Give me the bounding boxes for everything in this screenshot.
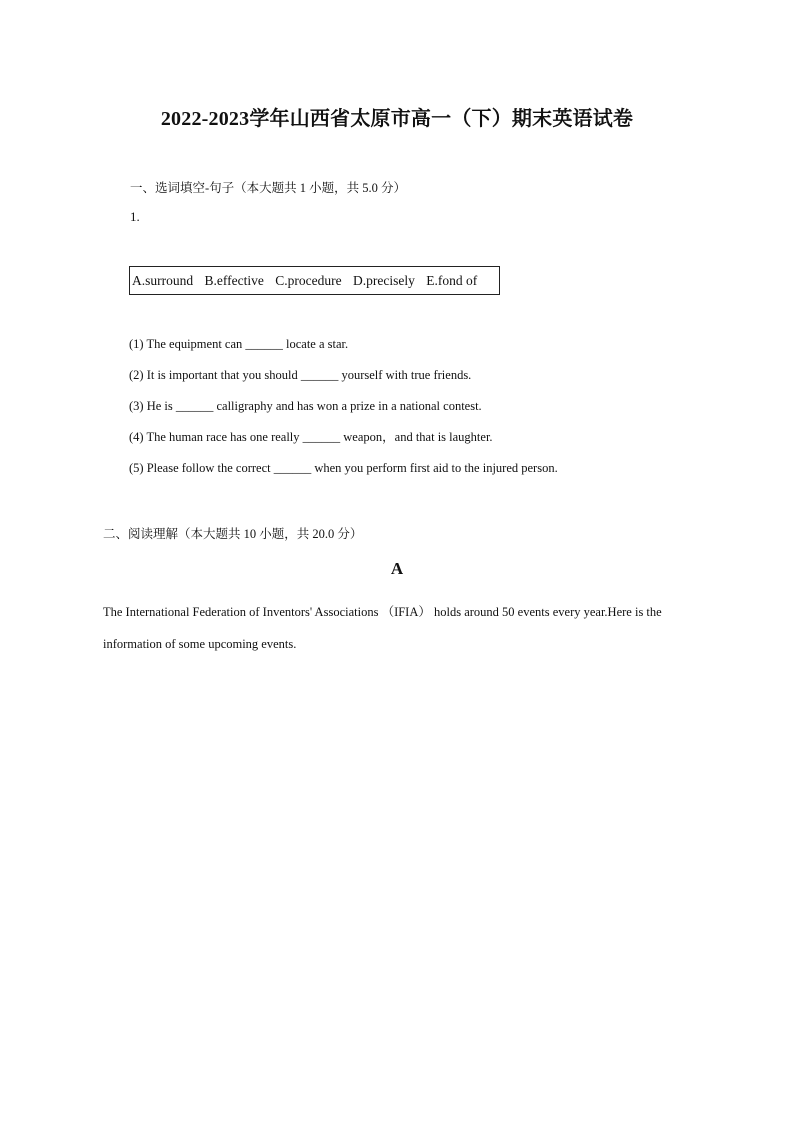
passage-text: The International Federation of Inventors' Associations （IFIA） holds around 50 events every year.Here is the information of some upcoming events. bbox=[103, 605, 662, 651]
word-option-b: B.effective bbox=[204, 273, 264, 288]
passage-label: A bbox=[390, 559, 404, 578]
section-1-heading: 一、选词填空-句子（本大题共 1 小题，共 5.0 分） bbox=[130, 181, 407, 195]
sentence-list bbox=[129, 336, 558, 491]
sentence-item: (3) He is ______ calligraphy and has won a prize in a national contest. bbox=[129, 399, 482, 413]
exam-title: 2022-2023学年山西省太原市高一（下）期末英语试卷 bbox=[160, 108, 634, 130]
question-number: 1. bbox=[130, 209, 140, 224]
word-option-d: D.precisely bbox=[352, 273, 415, 288]
section-2-heading: 二、阅读理解（本大题共 10 小题，共 20.0 分） bbox=[103, 527, 363, 541]
sentence-item: (5) Please follow the correct ______ when you perform first aid to the injured person. bbox=[129, 461, 558, 475]
sentence-item: (1) The equipment can ______ locate a star. bbox=[129, 337, 349, 351]
word-option-e: E.fond of bbox=[426, 273, 478, 288]
sentence-item: (4) The human race has one really ______ weapon，and that is laughter. bbox=[129, 430, 493, 444]
word-bank-box bbox=[129, 266, 500, 295]
word-option-c: C.procedure bbox=[275, 273, 342, 288]
word-option-a: A.surround bbox=[132, 273, 194, 288]
sentence-item: (2) It is important that you should ______ yourself with true friends. bbox=[129, 368, 472, 382]
